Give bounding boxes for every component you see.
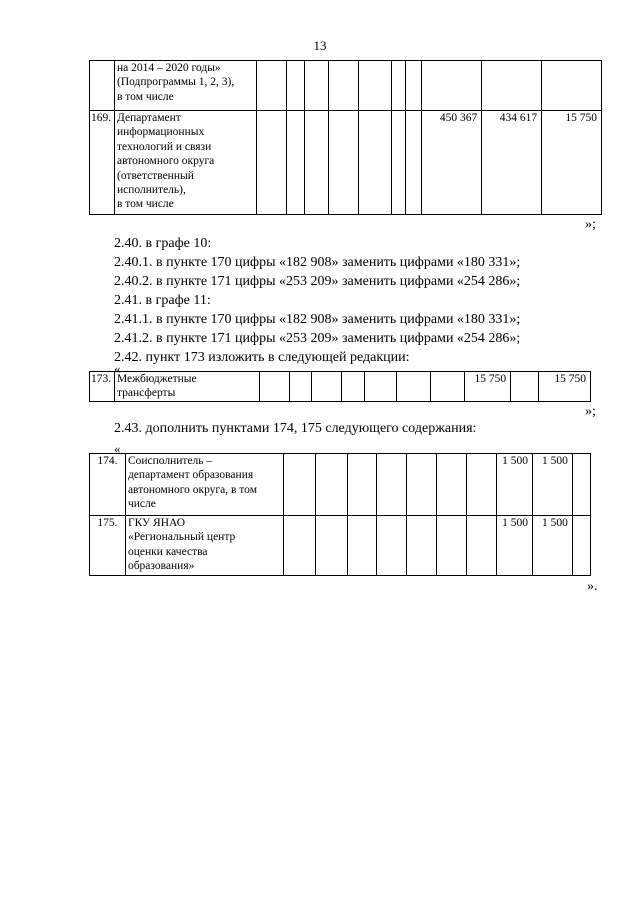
instruction-line: 2.41.2. в пункте 171 цифры «253 209» заменить цифрами «254 286»; [114,331,521,346]
closing-quote: »; [585,217,596,232]
table-row [90,372,591,402]
row-number: 174. [90,454,126,516]
instruction-line: 2.40. в графе 10: [114,236,212,251]
table-item-173 [89,371,591,402]
page-number: 13 [313,38,327,53]
table-row [90,454,591,516]
opening-quote: « [114,361,121,376]
value-cell: 15 750 [539,372,591,402]
instruction-line: 2.43. дополнить пунктами 174, 175 следующего содержания: [114,421,477,436]
row-name: на 2014 – 2020 годы» (Подпрограммы 1, 2, 3), в том числе [114,61,256,111]
table-programs [89,60,602,215]
table-row [90,516,591,576]
table-items-174-175 [89,453,591,576]
value-cell: 15 750 [465,372,511,402]
instruction-line: 2.40.2. в пункте 171 цифры «253 209» заменить цифрами «254 286»; [114,274,521,289]
value-cell: 450 367 [422,111,482,215]
table-row [90,61,602,111]
row-name: ГКУ ЯНАО «Региональный центр оценки качества образования» [125,516,283,576]
value-cell: 15 750 [542,111,602,215]
instruction-line: 2.40.1. в пункте 170 цифры «182 908» заменить цифрами «180 331»; [114,255,521,270]
value-cell: 1 500 [532,454,572,516]
value-cell: 1 500 [497,454,533,516]
closing-quote: ». [587,579,598,594]
closing-quote: »; [585,404,596,419]
row-number [90,61,115,111]
row-name: Соисполнитель – департамент образования автономного округа, в том числе [125,454,283,516]
row-name: Департамент информационных технологий и связи автономного округа (ответственный исполнитель), в том числе [114,111,256,215]
instruction-line: 2.41.1. в пункте 170 цифры «182 908» заменить цифрами «180 331»; [114,312,521,327]
row-name: Межбюджетные трансферты [114,372,259,402]
row-number: 173. [90,372,115,402]
opening-quote: « [114,441,121,456]
instruction-line: 2.41. в графе 11: [114,293,211,308]
value-cell: 434 617 [482,111,542,215]
table-row [90,111,602,215]
row-number: 169. [90,111,115,215]
instruction-line: 2.42. пункт 173 изложить в следующей редакции: [114,350,410,365]
row-number: 175. [90,516,126,576]
value-cell: 1 500 [532,516,572,576]
value-cell: 1 500 [497,516,533,576]
